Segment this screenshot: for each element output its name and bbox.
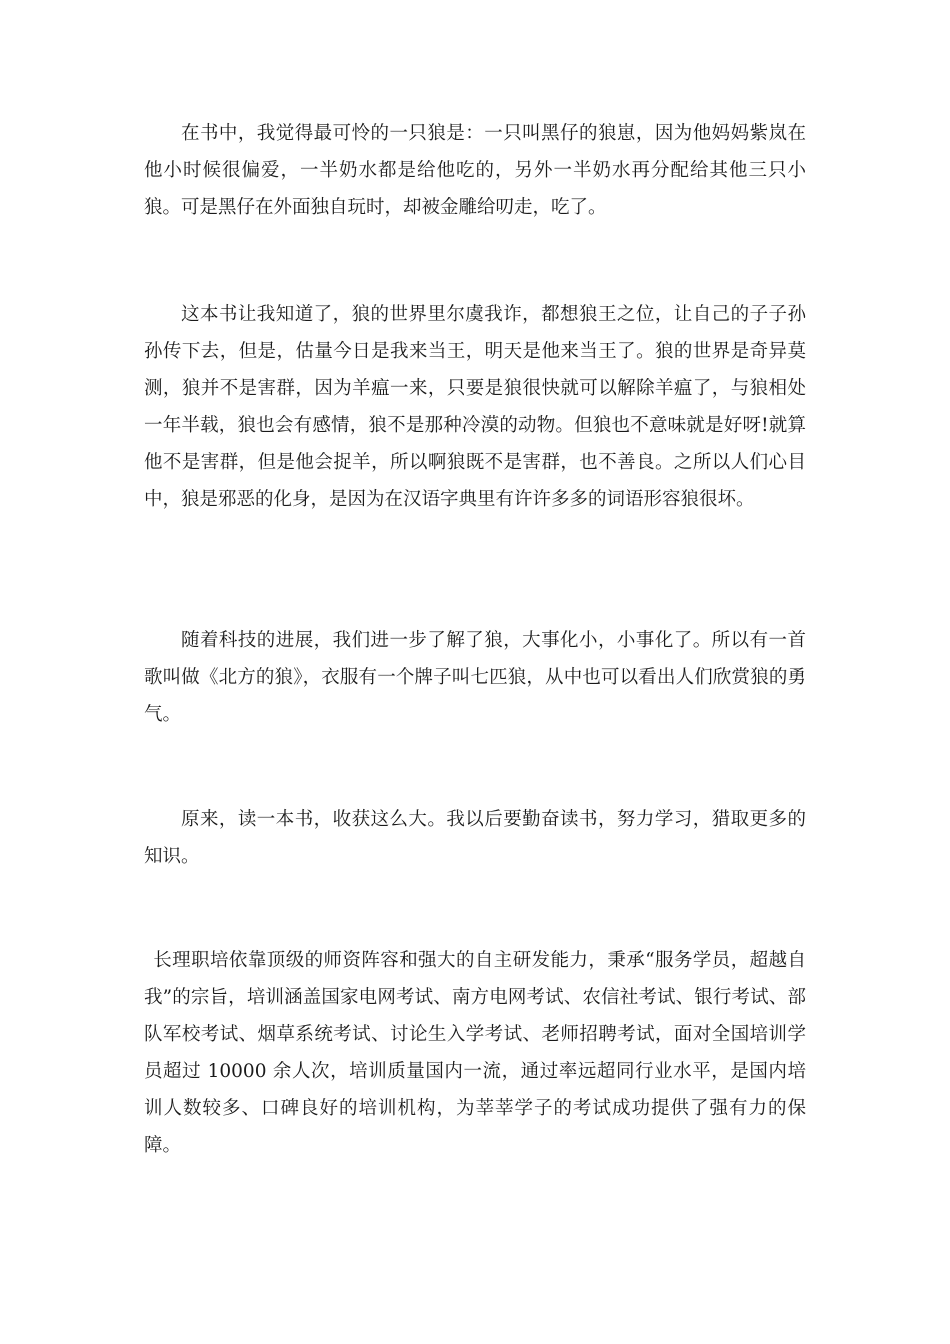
paragraph-technology: 随着科技的进展，我们进一步了解了狼，大事化小，小事化了。所以有一首歌叫做《北方的狼》，衣服有一个牌子叫七匹狼，从中也可以看出人们欣赏狼的勇气。	[144, 630, 806, 725]
paragraph-advertisement: 长理职培依靠顶级的师资阵容和强大的自主研发能力，秉承“服务学员，超越自我”的宗旨，培训涵盖国家电网考试、南方电网考试、农信社考试、银行考试、部队军校考试、烟草系统考试、讨论生入学考试、老师招聘考试，面对全国培训学员超过 10000 余人次，培训质量国内一流，通过率远超同行业水平，是国内培训人数较多、口碑良好的培训机构，为莘莘学子的考试成功提供了强有力的保障。	[144, 950, 806, 1156]
paragraph-pitiful-wolf: 在书中，我觉得最可怜的一只狼是：一只叫黑仔的狼崽，因为他妈妈紫岚在他小时候很偏爱，一半奶水都是给他吃的，另外一半奶水再分配给其他三只小狼。可是黑仔在外面独自玩时，却被金雕给叨走，吃了。	[144, 123, 806, 218]
paragraph-wolf-world: 这本书让我知道了，狼的世界里尔虞我诈，都想狼王之位，让自己的子子孙孙传下去，但是，估量今日是我来当王，明天是他来当王了。狼的世界是奇异莫测，狼并不是害群，因为羊瘟一来，只要是狼很快就可以解除羊瘟了，与狼相处一年半载，狼也会有感情，狼不是那种冷漠的动物。但狼也不意味就是好呀!就算他不是害群，但是他会捉羊，所以啊狼既不是害群，也不善良。之所以人们心目中，狼是邪恶的化身，是因为在汉语字典里有许许多多的词语形容狼很坏。	[144, 304, 806, 510]
paragraph-conclusion: 原来，读一本书，收获这么大。我以后要勤奋读书，努力学习，猎取更多的知识。	[144, 809, 806, 867]
